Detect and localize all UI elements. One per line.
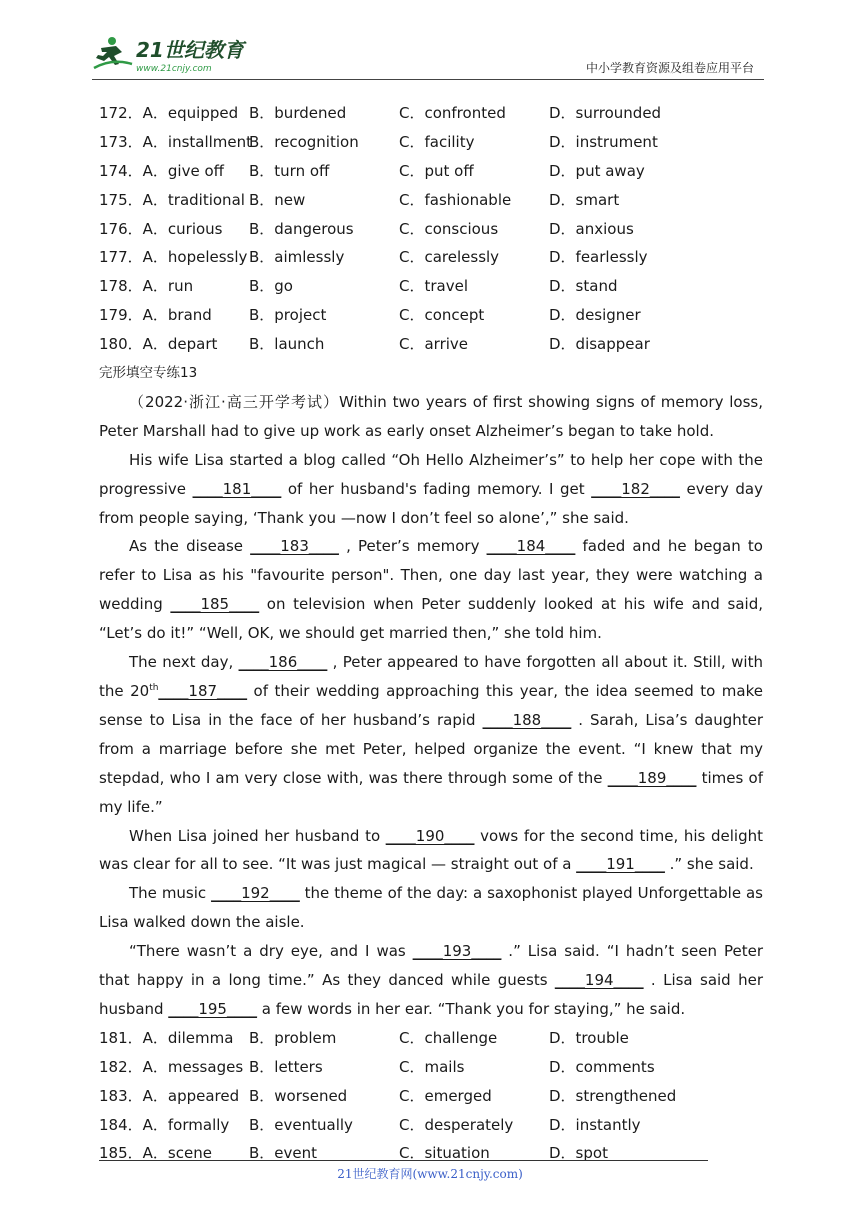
option-row-176 (99, 215, 763, 244)
option-c: C．challenge (399, 1028, 498, 1047)
option-a: 184．A．formally (99, 1115, 230, 1134)
option-a: 173．A．installment (99, 132, 253, 151)
option-b: B．turn off (249, 161, 330, 180)
option-a: 183．A．appeared (99, 1086, 240, 1105)
option-c: C．concept (399, 306, 485, 325)
option-a: 177．A．hopelessly (99, 248, 248, 267)
option-row-174 (99, 157, 763, 186)
footer-divider (99, 1160, 708, 1161)
option-d: D．designer (549, 306, 641, 325)
blank-193: ____193____ (412, 942, 502, 961)
option-row-181 (99, 1024, 763, 1053)
blank-181: ____181____ (192, 479, 282, 498)
option-b: B．launch (249, 335, 325, 354)
option-c: C．conscious (399, 219, 499, 238)
option-row-184 (99, 1111, 763, 1140)
logo-main-text: 21世纪教育 (136, 38, 244, 62)
blank-194: ____194____ (554, 971, 644, 990)
option-a: 180．A．depart (99, 335, 218, 354)
passage-paragraph-1: （2022·浙江·高三开学考试）Within two years of first showing signs of memory loss, Peter Marshall had to give up work as early onset Alzheimer’s began to take hold. (99, 392, 763, 440)
blank-185: ____185____ (170, 595, 260, 614)
option-row-173 (99, 128, 763, 157)
option-b: B．recognition (249, 132, 359, 151)
footer-text: 21世纪教育网(www.21cnjy.com) (337, 1167, 523, 1181)
option-row-178 (99, 272, 763, 301)
option-c: C．situation (399, 1144, 490, 1163)
blank-186: ____186____ (238, 653, 328, 672)
option-d: D．anxious (549, 219, 634, 238)
blank-183: ____183____ (250, 537, 339, 556)
option-a: 182．A．messages (99, 1057, 244, 1076)
option-row-172 (99, 99, 763, 128)
option-row-183 (99, 1082, 763, 1111)
header-divider (92, 79, 764, 80)
option-b: B．letters (249, 1057, 323, 1076)
option-c: C．mails (399, 1057, 465, 1076)
option-a: 185．A．scene (99, 1144, 212, 1163)
option-row-180 (99, 330, 763, 359)
option-d: D．smart (549, 190, 620, 209)
option-d: D．stand (549, 277, 618, 296)
option-b: B．worsened (249, 1086, 348, 1105)
page-header (92, 34, 764, 80)
passage-paragraph-3: As the disease ____183____ , Peter’s memory ____184____ faded and he began to refer to Lisa as his "favourite person". Then, one day last year, they were watching a wedding ____185____ on television when Peter suddenly looked at his wife and said, “Let’s do it!” “Well, OK, we should get married then,” she told him. (99, 537, 763, 643)
passage-paragraph-4: The next day, ____186____ , Peter appeared to have forgotten all about it. Still, with the 20th____187____ of their wedding approaching this year, the idea seemed to make sense to Lisa in the face of her husband’s rapid ____188____ . Sarah, Lisa’s daughter from a marriage before she met Peter, helped organize the event. “I knew that my stepdad, who I am very close with, was there through some of the ____189____ times of my life.” (99, 653, 764, 816)
runner-icon (94, 37, 132, 68)
page-content (99, 99, 763, 1168)
passage-paragraph-7: “There wasn’t a dry eye, and I was ____193____ .” Lisa said. “I hadn’t seen Peter that happy in a long time.” As they danced while guests ____194____ . Lisa said her husband ____195____ a few words in her ear. “Thank you for staying,” he said. (99, 942, 763, 1018)
option-a: 174．A．give off (99, 161, 224, 180)
blank-184: ____184____ (486, 537, 576, 556)
option-d: D．disappear (549, 335, 650, 354)
option-row-182 (99, 1053, 763, 1082)
option-b: B．event (249, 1144, 318, 1163)
option-b: B．eventually (249, 1115, 353, 1134)
option-b: B．project (249, 306, 327, 325)
blank-188: ____188____ (482, 710, 572, 729)
option-a: 178．A．run (99, 277, 194, 296)
option-d: D．surrounded (549, 104, 662, 122)
option-b: B．aimlessly (249, 248, 345, 267)
option-c: C．travel (399, 277, 468, 296)
option-c: C．confronted (399, 104, 506, 122)
blank-187: ____187____ (158, 681, 248, 700)
options-list-top (99, 99, 763, 359)
passage-paragraph-6: The music ____192____ the theme of the day: a saxophonist played Unforgettable as Lisa walked down the aisle. (99, 884, 763, 932)
option-b: B．dangerous (249, 219, 354, 238)
section-title: 完形填空专练13 (99, 365, 198, 382)
option-c: C．emerged (399, 1086, 492, 1105)
blank-191: ____191____ (576, 855, 665, 874)
option-row-179 (99, 301, 763, 330)
blank-182: ____182____ (591, 479, 680, 498)
option-row-175 (99, 186, 763, 215)
passage-paragraph-5: When Lisa joined her husband to ____190____ vows for the second time, his delight was clear for all to see. “It was just magical — straight out of a ____191____ .” she said. (99, 826, 763, 874)
site-logo (92, 34, 262, 78)
option-d: D．spot (549, 1144, 608, 1163)
option-d: D．fearlessly (549, 248, 648, 267)
option-c: C．facility (399, 132, 475, 151)
option-d: D．put away (549, 161, 645, 180)
options-list-bottom (99, 1024, 763, 1168)
option-a: 179．A．brand (99, 306, 212, 325)
option-c: C．desperately (399, 1115, 514, 1134)
option-d: D．comments (549, 1057, 655, 1076)
option-b: B．new (249, 190, 306, 209)
option-row-177 (99, 243, 763, 272)
blank-192: ____192____ (211, 884, 300, 903)
option-a: 172．A．equipped (99, 104, 239, 122)
logo-url-text: www.21cnjy.com (136, 64, 212, 74)
option-row-185 (99, 1139, 763, 1168)
option-b: B．problem (249, 1028, 337, 1047)
option-c: C．fashionable (399, 190, 512, 209)
blank-190: ____190____ (385, 826, 475, 845)
option-a: 176．A．curious (99, 219, 223, 238)
passage-paragraph-2: His wife Lisa started a blog called “Oh Hello Alzheimer’s” to help her cope with the progressive ____181____ of her husband's fading memory. I get ____182____ every day from people saying, ‘Thank you —now I don’t feel so alone’,” she said. (99, 450, 764, 527)
option-c: C．arrive (399, 335, 469, 354)
option-b: B．go (249, 277, 293, 296)
option-b: B．burdened (249, 104, 347, 122)
option-d: D．instantly (549, 1115, 641, 1134)
option-a: 181．A．dilemma (99, 1028, 234, 1047)
option-c: C．carelessly (399, 248, 500, 267)
blank-195: ____195____ (168, 999, 257, 1018)
option-d: D．strengthened (549, 1086, 677, 1105)
blank-189: ____189____ (607, 768, 697, 787)
platform-label: 中小学教育资源及组卷应用平台 (585, 61, 754, 75)
option-d: D．instrument (549, 132, 658, 151)
option-c: C．put off (399, 161, 474, 180)
option-d: D．trouble (549, 1028, 629, 1047)
option-a: 175．A．traditional (99, 190, 245, 209)
